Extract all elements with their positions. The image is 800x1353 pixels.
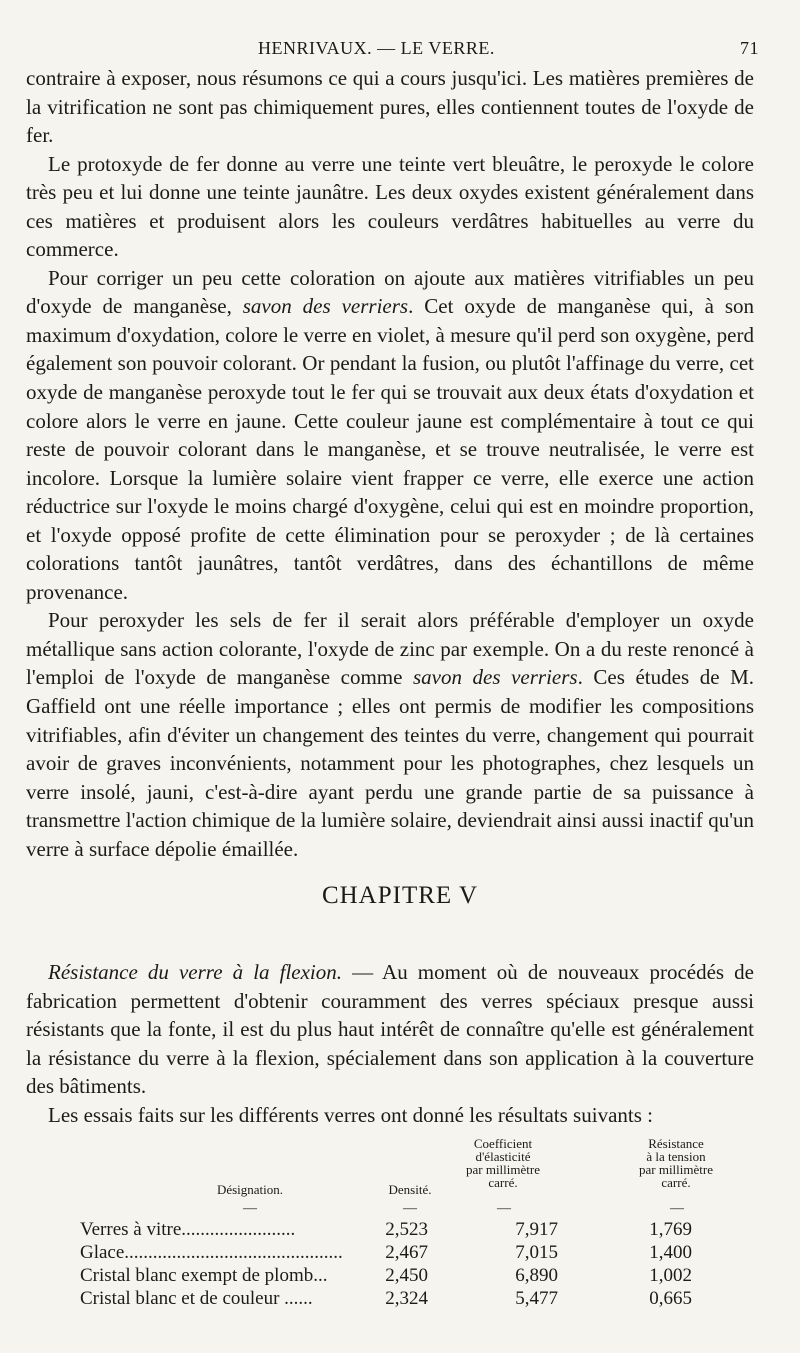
paragraph-4-start: Pour peroxyder les sels de fer il serait alors préférable d'employer un oxyde métallique sans action colorante, l'oxyde de zinc par exemple. On a du reste renoncé à l'emploi de l'oxyde de manganèse comme [26, 608, 754, 690]
results-intro: Les essais faits sur les différents verres ont donné les résultats suivants : [48, 1102, 653, 1127]
header-resistance-line2: à la tension [646, 1149, 706, 1164]
header-resistance [606, 1137, 746, 1189]
row-resistance: 0,665 [649, 1288, 692, 1309]
paragraph-4-italic-term: savon des verriers [413, 665, 578, 690]
section-paragraph [26, 958, 754, 1101]
chapter-section [26, 958, 754, 1129]
row-designation: Verres à vitre........................ [80, 1219, 296, 1240]
header-coefficient-line2: d'élasticité [475, 1149, 531, 1164]
section-lead: — Au moment où de nouveaux procédés de fabrication permettent d'obtenir couramment des verres spéciaux presque aussi résistants que la fonte, il est du plus haut intérêt de connaître qu'elle est généralement la résistance du verre à la flexion, spécialement dans son application à la couverture des bâtiments. [26, 960, 755, 1098]
row-designation: Cristal blanc exempt de plomb... [80, 1265, 328, 1286]
table-row [80, 1265, 780, 1287]
paragraph-4 [26, 606, 754, 863]
row-densite: 2,467 [385, 1242, 428, 1263]
row-coefficient: 6,890 [515, 1265, 558, 1286]
paragraph-3 [26, 264, 754, 607]
header-coefficient-dash: — [497, 1201, 511, 1216]
body-text [26, 64, 754, 863]
table-row [80, 1288, 780, 1310]
row-densite: 2,324 [385, 1288, 428, 1309]
row-densite: 2,450 [385, 1265, 428, 1286]
paragraph-3-end: . Cet oxyde de manganèse qui, à son maximum d'oxydation, colore le verre en violet, à mesure qu'il perd son oxygène, perd également son pouvoir colorant. Or pendant la fusion, ou plutôt l'affinage du verre, cet oxyde de manganèse peroxyde tout le fer qui se trouvait aux deux états d'oxydation et colore alors le verre en jaune. Cette couleur jaune est complémentaire à tout ce qui reste de pouvoir colorant dans le manganèse, et se trouve neutralisée, le verre est incolore. Lorsque la lumière solaire vient frapper ce verre, elle exerce une action réductrice sur l'oxyde le moins chargé d'oxygène, celui qui est en moindre proportion, et l'oxyde opposé profite de cette élimination pour se peroxyder ; de là certaines colorations tantôt jaunâtres, tantôt verdâtres, dans des échantillons de même provenance. [26, 294, 754, 604]
row-designation: Glace.............................................. [80, 1242, 343, 1263]
row-coefficient: 7,015 [515, 1242, 558, 1263]
paragraph-2: Le protoxyde de fer donne au verre une teinte vert bleuâtre, le peroxyde le colore très peu et lui donne une teinte jaunâtre. Les deux oxydes existent généralement dans ces matières et produisent alors les couleurs verdâtres habituelles au verre du commerce. [26, 151, 754, 262]
row-resistance: 1,400 [649, 1242, 692, 1263]
paragraph-3-start: Pour corriger un peu cette coloration on ajoute aux matières vitrifiables un peu d'oxyde de manganèse, [26, 265, 754, 319]
header-coefficient [433, 1137, 573, 1189]
header-resistance-dash: — [670, 1201, 684, 1216]
header-resistance-line1: Résistance [648, 1136, 704, 1151]
header-densite: Densité. [388, 1182, 432, 1197]
header-coefficient-line4: carré. [488, 1175, 518, 1190]
row-coefficient: 7,917 [515, 1219, 558, 1240]
paragraph-1: contraire à exposer, nous résumons ce qui a cours jusqu'ici. Les matières premières de la vitrification ne sont pas chimiquement pures, elles contiennent toutes de l'oxyde de fer. [26, 66, 754, 148]
header-resistance-line4: carré. [661, 1175, 691, 1190]
running-title: HENRIVAUX. — LE VERRE. [258, 38, 495, 58]
table-row [80, 1219, 780, 1241]
table-row [80, 1242, 780, 1264]
paragraph-3-italic-term: savon des verriers [242, 294, 409, 319]
row-designation: Cristal blanc et de couleur ...... [80, 1288, 313, 1309]
header-resistance-line3: par millimètre [638, 1162, 713, 1177]
header-coefficient-line1: Coefficient [473, 1136, 533, 1151]
header-coefficient-line3: par millimètre [465, 1162, 540, 1177]
header-designation: Désignation. [216, 1182, 284, 1197]
row-coefficient: 5,477 [515, 1288, 558, 1309]
header-designation-dash: — [243, 1201, 257, 1216]
header-densite-dash: — [403, 1201, 417, 1216]
paragraph-4-end: . Ces études de M. Gaffield ont une réelle importance ; elles ont permis de modifier les compositions vitrifiables, afin d'éviter un changement des teintes du verre, changement qui pourrait avoir de graves inconvénients, notamment pour les photographes, chez lesquels un verre insolé, jauni, c'est-à-dire ayant perdu une grande partie de sa puissance à transmettre l'action chimique de la lumière solaire, deviendrait ainsi aussi inactif qu'un verre à surface dépolie émaillée. [26, 665, 754, 861]
page-header [0, 36, 800, 62]
row-resistance: 1,002 [649, 1265, 692, 1286]
page-number: 71 [740, 38, 759, 58]
chapter-title: CHAPITRE V [321, 882, 479, 909]
section-heading: Résistance du verre à la flexion. [48, 960, 343, 984]
row-resistance: 1,769 [649, 1219, 692, 1240]
row-densite: 2,523 [385, 1219, 428, 1240]
